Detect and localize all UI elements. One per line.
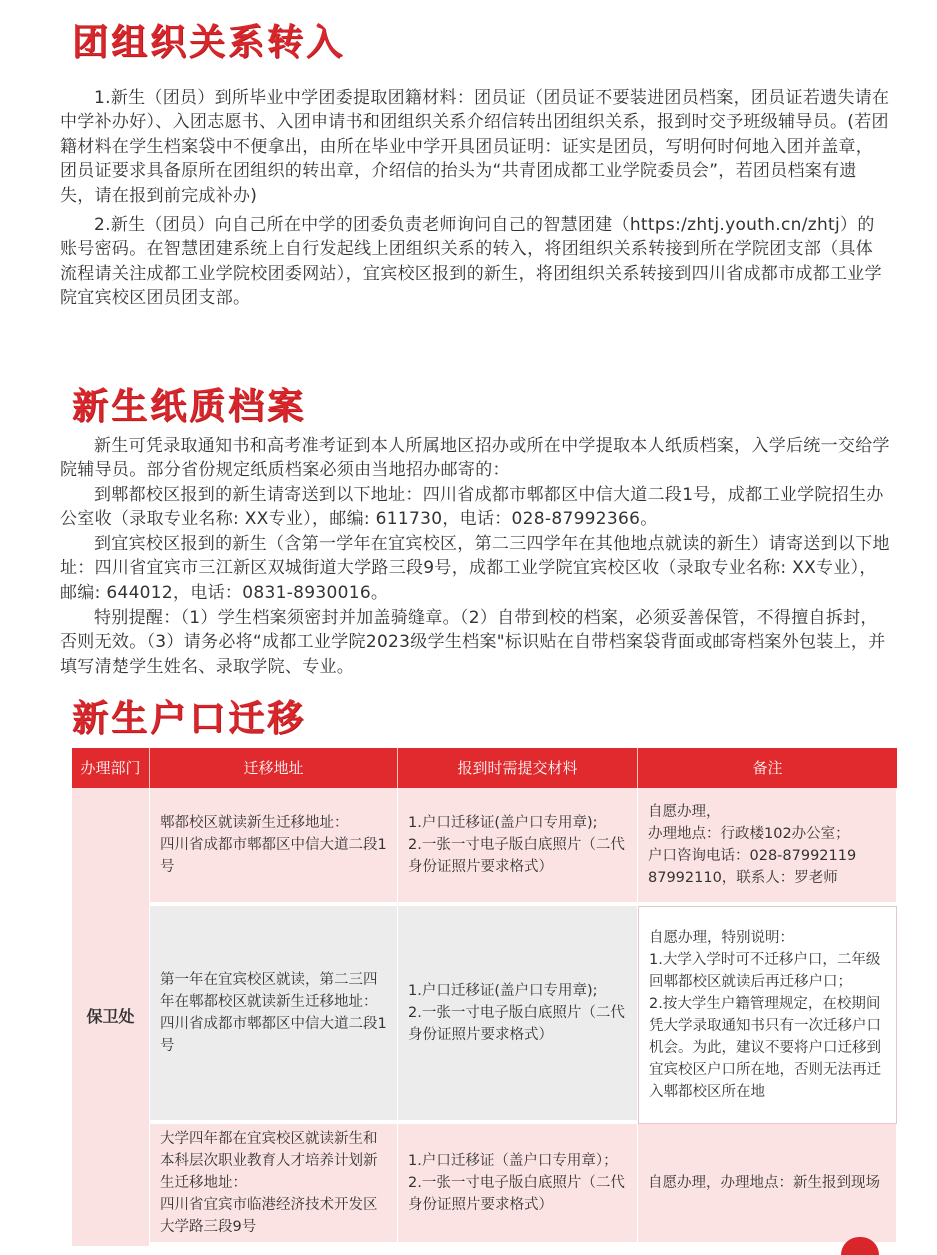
note-line: 自愿办理， — [648, 804, 721, 820]
section-title-league-transfer: 团组织关系转入 — [72, 21, 346, 63]
notes-cell — [638, 788, 897, 906]
address-cell — [150, 1124, 398, 1246]
archive-para-1: 新生可凭录取通知书和高考准考证到本人所属地区招办或所在中学提取本人纸质档案，入学后统一交给学院辅导员。部分省份规定纸质档案必须由当地招办邮寄的： — [60, 436, 890, 481]
archive-para-reminder: 特别提醒：（1）学生档案须密封并加盖骑缝章。（2）自带到校的档案，必须妥善保管，不得擅自拆封，否则无效。（3）请务必将“成都工业学院2023级学生档案"标识贴在自带档案袋背面或邮寄档案外包装上，并填写清楚学生姓名、录取学院、专业。 — [60, 608, 886, 677]
header-address: 迁移地址 — [150, 748, 398, 788]
note-line: 87992110，联系人：罗老师 — [648, 870, 838, 886]
section-title-hukou-transfer: 新生户口迁移 — [72, 697, 307, 739]
address-cell — [150, 906, 398, 1124]
archive-para-pidu: 到郫都校区报到的新生请寄送到以下地址：四川省成都市郫都区中信大道二段1号，成都工业学院招生办公室收（录取专业名称: XX专业），邮编: 611730，电话：028-87992366。 — [60, 485, 884, 530]
league-transfer-para-2: 2.新生（团员）向自己所在中学的团委负责老师询问自己的智慧团建（https:/zhtj.youth.cn/zhtj）的账号密码。在智慧团建系统上自行发起线上团组织关系的转入，将团组织关系转接到所在学院团支部（具体流程请关注成都工业学院校团委网站），宜宾校区报到的新生，将团组织关系转接到四川省成都市成都工业学院宜宾校区团员团支部。 — [60, 215, 882, 309]
section-title-paper-archive: 新生纸质档案 — [72, 385, 307, 427]
note-line: 自愿办理，特别说明： — [649, 930, 794, 946]
material-item: 1.户口迁移证(盖户口专用章); — [408, 815, 598, 831]
address-label: 大学四年都在宜宾校区就读新生和本科层次职业教育人才培养计划新生迁移地址： — [160, 1131, 378, 1191]
address-cell — [150, 788, 398, 906]
material-item: 2.一张一寸电子版白底照片（二代身份证照片要求格式） — [408, 1005, 625, 1043]
materials-cell — [398, 906, 638, 1124]
header-notes: 备注 — [638, 748, 897, 788]
note-line: 户口咨询电话：028-87992119 — [648, 848, 857, 864]
address-label: 第一年在宜宾校区就读，第二三四年在郫都校区就读新生迁移地址： — [160, 972, 378, 1010]
material-item: 1.户口迁移证(盖户口专用章); — [408, 983, 598, 999]
dept-cell: 保卫处 — [72, 788, 150, 1246]
material-item: 1.户口迁移证（盖户口专用章）； — [408, 1153, 618, 1169]
note-line: 自愿办理，办理地点：新生报到现场 — [648, 1175, 880, 1191]
notes-cell — [638, 906, 897, 1124]
league-transfer-para-1: 1.新生（团员）到所毕业中学团委提取团籍材料：团员证（团员证不要装进团员档案，团员证若遗失请在中学补办好）、入团志愿书、入团申请书和团组织关系介绍信转出团组织关系，报到时交予班级辅导员。(若团籍材料在学生档案袋中不便拿出，由所在毕业中学开具团员证明：证实是团员，写明何时何地入团并盖章，团员证要求具备原所在团组织的转出章，介绍信的抬头为“共青团成都工业学院委员会”，若团员档案有遗失，请在报到前完成补办) — [60, 88, 890, 206]
materials-cell — [398, 788, 638, 906]
header-dept: 办理部门 — [72, 748, 150, 788]
materials-cell — [398, 1124, 638, 1246]
note-line: 2.按大学生户籍管理规定，在校期间凭大学录取通知书只有一次迁移户口机会。为此，建议不要将户口迁移到宜宾校区户口所在地，否则无法再迁入郫都校区所在地 — [649, 996, 881, 1100]
archive-para-yibin: 到宜宾校区报到的新生（含第一学年在宜宾校区，第二三四学年在其他地点就读的新生）请寄送到以下地址：四川省宜宾市三江新区双城街道大学路三段9号，成都工业学院宜宾校区收（录取专业名称: XX专业），邮编: 644012，电话：0831-8930016。 — [60, 534, 890, 603]
address-value: 四川省成都市郫都区中信大道二段1号 — [160, 1016, 387, 1054]
note-line: 办理地点：行政楼102办公室； — [648, 826, 850, 842]
material-item: 2.一张一寸电子版白底照片（二代身份证照片要求格式） — [408, 837, 625, 875]
table-row — [72, 1124, 897, 1246]
table-header-row — [72, 748, 897, 788]
table-row — [72, 906, 897, 1124]
material-item: 2.一张一寸电子版白底照片（二代身份证照片要求格式） — [408, 1175, 625, 1213]
notes-cell — [638, 1124, 897, 1246]
address-value: 四川省成都市郫都区中信大道二段1号 — [160, 837, 387, 875]
address-label: 郫都校区就读新生迁移地址： — [160, 815, 349, 831]
address-value: 四川省宜宾市临港经济技术开发区大学路三段9号 — [160, 1197, 378, 1235]
note-line: 1.大学入学时可不迁移户口，二年级回郫都校区就读后再迁移户口； — [649, 952, 881, 990]
header-materials: 报到时需提交材料 — [398, 748, 638, 788]
table-row — [72, 788, 897, 906]
hukou-transfer-table — [72, 748, 897, 1238]
